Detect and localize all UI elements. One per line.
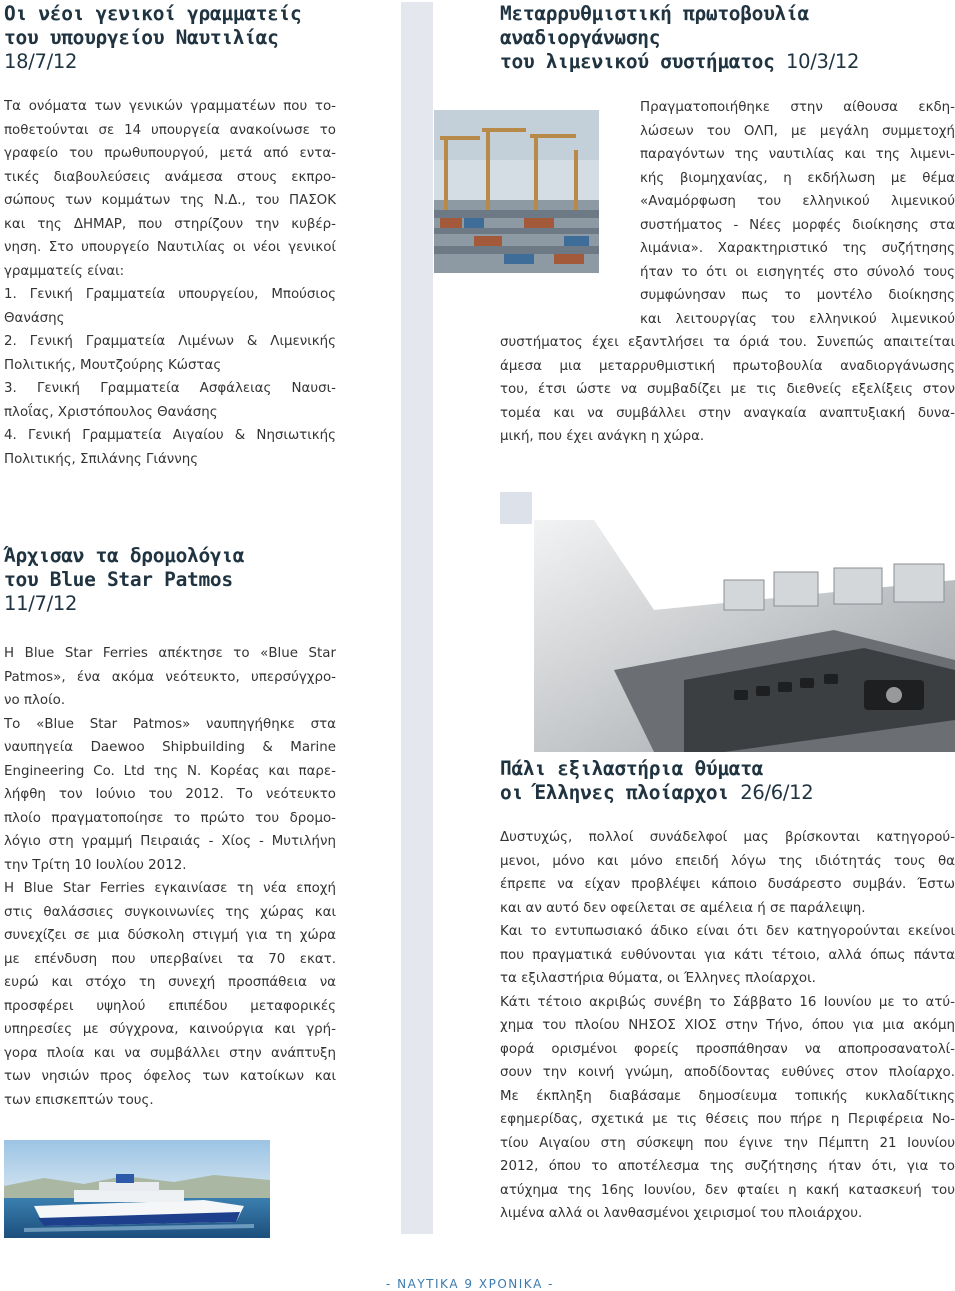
text-line: νο πλοίο. bbox=[4, 693, 66, 708]
text-line: 3. Γενική Γραμματεία Ασφάλειας Ναυσι- bbox=[4, 381, 336, 396]
text-line: Θανάσης bbox=[4, 310, 65, 326]
text-line: γραφείο του πρωθυπουργού, μετά από εντα- bbox=[4, 146, 336, 161]
text-line: και αν αυτό δεν οφείλεται σε αμέλεια ή σε παράλειψη. bbox=[500, 900, 866, 916]
article-general-secretaries bbox=[4, 2, 336, 74]
article-title bbox=[4, 2, 336, 74]
text-line: με επένδυση που υπερβαίνει τα 70 εκατ. bbox=[4, 951, 336, 967]
page-footer: - ΝΑΥΤΙΚΑ 9 ΧΡΟΝΙΚΑ - bbox=[386, 1277, 555, 1291]
text-line: πλοΐας, Χριστόπουλος Θανάσης bbox=[4, 404, 218, 420]
ferry-photo bbox=[4, 1140, 270, 1238]
text-line: στις θαλάσσιες συγκοινωνίες της χώρας και bbox=[4, 904, 336, 920]
title-line: του Blue Star Patmos bbox=[4, 568, 233, 591]
text-line: νηση. Στο υπουργείο Ναυτιλίας οι νέοι γενικοί bbox=[4, 240, 336, 255]
text-line: Δυστυχώς, πολλοί συνάδελφοί μας βρίσκονται κατηγορού- bbox=[500, 830, 955, 845]
text-line: συμφώνησαν πως το μοντέλο διοίκησης bbox=[640, 288, 955, 303]
text-line: λιμένα αλλά οι λανθασμένοι χειρισμοί του πλοιάρχου. bbox=[500, 1206, 863, 1221]
text-line: γορα πλοία και να συμβάλλει στην ανάπτυξη bbox=[4, 1045, 336, 1061]
text-line: σουν την κοινή γνώμη, αποδίδοντας ευθύνες στον πλοίαρχο. bbox=[500, 1065, 955, 1080]
text-line: ναυπηγεία Daewoo Shipbuilding & Marine bbox=[4, 740, 336, 755]
article-date: 10/3/12 bbox=[786, 50, 860, 73]
text-line: των νησιών προς όφελος των κατοίκων και bbox=[4, 1069, 336, 1084]
title-line: Άρχισαν τα δρομολόγια bbox=[4, 544, 245, 567]
text-line: προσφέρει υψηλού επιπέδου μεταφορικές bbox=[4, 998, 336, 1014]
text-line: έπρεπε να είχαν προβλέψει κάποιο δυσάρεστο συμβάν. Έστω bbox=[500, 877, 955, 892]
text-line: και της ΔΗΜΑΡ, που στηρίζουν την κυβέρ- bbox=[4, 216, 336, 232]
text-line: συστήματος - Νέες μορφές διοίκησης στα bbox=[640, 217, 955, 233]
text-line: συνεχίζει σε μια δύσκολη στιγμή για τη χώρα bbox=[4, 928, 336, 943]
article-body bbox=[4, 642, 336, 1112]
article-body-wide bbox=[500, 331, 955, 449]
text-line: φορά ορισμένοι φορείς προσπάθησαν να αποπροσανατολί- bbox=[500, 1041, 955, 1057]
text-line: Η Blue Star Ferries απέκτησε το «Blue Star bbox=[4, 646, 336, 661]
text-line: μική, που έχει ανάγκη η χώρα. bbox=[500, 429, 705, 444]
article-port-reform bbox=[500, 2, 955, 74]
title-line: αναδιοργάνωσης bbox=[500, 26, 661, 49]
article-title bbox=[4, 544, 336, 616]
text-line: κής βιομηχανίας, η εκδήλωση με θέμα bbox=[640, 170, 955, 186]
text-line: ποθετούνται σε 14 υπουργεία ανακοίνωσε το bbox=[4, 122, 336, 138]
text-line: πλοίο πραγματοποίησε το πρώτο του δρομο- bbox=[4, 810, 336, 826]
title-line: Πάλι εξιλαστήρια θύματα bbox=[500, 757, 764, 780]
article-body bbox=[4, 95, 336, 471]
text-line: παραγόντων της ναυτιλίας και της λιμενι- bbox=[640, 147, 955, 162]
text-line: 2. Γενική Γραμματεία Λιμένων & Λιμενικής bbox=[4, 334, 336, 349]
text-line: άμεσα μια μεταρρυθμιστική πρωτοβουλία αναδιοργάνωσης bbox=[500, 358, 955, 374]
title-line: του υπουργείου Ναυτιλίας bbox=[4, 26, 279, 49]
text-line: ήταν το ότι οι εισηγητές στο σύνολό τους bbox=[640, 264, 955, 280]
text-line: λώσεων του ΟΛΠ, με μεγάλη συμμετοχή bbox=[640, 123, 955, 139]
text-line: μενοι, μόνο και μόνο επειδή λόγω της ιδιότητάς τους θα bbox=[500, 853, 955, 869]
text-line: Πολιτικής, Σπιλάνης Γιάννης bbox=[4, 451, 199, 467]
text-line: Engineering Co. Ltd της Ν. Κορέας και παρε- bbox=[4, 763, 336, 779]
text-line: τα εξιλαστήρια θύματα, οι Έλληνες πλοίαρχοι. bbox=[500, 971, 816, 986]
text-line: Και το εντυπωσιακό άδικο είναι ότι δεν κατηγορούνται εκείνοι bbox=[500, 924, 955, 939]
text-line: Με έκπληξη διαβάσαμε δημοσίευμα τοπικής κυκλαδίτικης bbox=[500, 1088, 955, 1104]
article-date: 26/6/12 bbox=[740, 781, 814, 804]
title-line: Οι νέοι γενικοί γραμματείς bbox=[4, 2, 302, 25]
article-title bbox=[500, 757, 955, 805]
text-line: ευρώ και στόχο τη συνεχή προσπάθεια να bbox=[4, 975, 336, 990]
article-title bbox=[500, 2, 955, 74]
text-line: λόγιο στη γραμμή Πειραιάς - Χίος - Μυτιλήνη bbox=[4, 834, 336, 849]
text-line: εφημερίδας, σχετικά με τις θέσεις που πήρε η Περιφέρεια Νο- bbox=[500, 1112, 955, 1127]
text-line: του, έτσι ώστε να συμβαδίζει με τις διεθνείς εξελίξεις στον bbox=[500, 382, 955, 397]
text-line: λιμάνια». Χαρακτηριστικό της συζήτησης bbox=[640, 241, 955, 256]
article-body bbox=[500, 826, 955, 1226]
text-line: 2012, όπου το αποτέλεσμα της συζήτησης ήταν ότι, για το bbox=[500, 1159, 955, 1174]
text-line: υπηρεσίες με σύγχρονα, καινούργια και γρή- bbox=[4, 1022, 336, 1037]
article-scapegoats bbox=[500, 757, 955, 805]
article-body-narrow bbox=[640, 96, 955, 331]
text-line: Τα ονόματα των γενικών γραμματέων που το- bbox=[4, 99, 336, 114]
text-line: που πραγματικά ευθύνονται για κάτι τέτοιο, αλλά όπως πάντα bbox=[500, 947, 955, 963]
text-line: Η Blue Star Ferries εγκαινίασε τη νέα εποχή bbox=[4, 881, 336, 896]
port-cranes-photo bbox=[434, 110, 599, 273]
article-date: 11/7/12 bbox=[4, 592, 78, 615]
text-line: χημα του πλοίου ΝΗΣΟΣ ΧΙΟΣ στην Τήνο, όπου για μια ακόμη bbox=[500, 1018, 955, 1033]
article-date: 18/7/12 bbox=[4, 50, 78, 73]
text-line: των επισκεπτών τους. bbox=[4, 1092, 154, 1108]
decorative-column-stripe bbox=[401, 2, 433, 1234]
ship-bridge-photo bbox=[534, 520, 955, 752]
text-line: Το «Blue Star Patmos» ναυπηγήθηκε στα bbox=[4, 716, 336, 732]
title-line: οι Έλληνες πλοίαρχοι bbox=[500, 781, 729, 804]
text-line: τομέα και να συμβάλλει στην αναγκαία αναπτυξιακή δυνα- bbox=[500, 405, 955, 421]
text-line: γραμματείς είναι: bbox=[4, 263, 125, 279]
text-line: Πολιτικής, Μουτζούρης Κώστας bbox=[4, 357, 222, 373]
text-line: τίου Αιγαίου στη σύσκεψη που έγινε την Πέμπτη 21 Ιουνίου bbox=[500, 1135, 955, 1151]
text-line: Patmos», ένα ακόμα νεότευκτο, υπερσύγχρο- bbox=[4, 669, 336, 685]
text-line: τικές διαβουλεύσεις ανάμεσα στους εκπρο- bbox=[4, 169, 336, 185]
title-line: Μεταρρυθμιστική πρωτοβουλία bbox=[500, 2, 809, 25]
decorative-square bbox=[500, 492, 532, 524]
title-line: του λιμενικού συστήματος bbox=[500, 50, 775, 73]
text-line: και λειτουργίας του ελληνικού λιμενικού bbox=[640, 311, 955, 327]
text-line: λήφθη τον Ιούνιο του 2012. Το νεότευκτο bbox=[4, 787, 336, 802]
text-line: 1. Γενική Γραμματεία υπουργείου, Μπούσιος bbox=[4, 287, 336, 302]
text-line: Κάτι τέτοιο ακριβώς συνέβη το Σάββατο 16 Ιουνίου με το ατύ- bbox=[500, 994, 955, 1010]
article-blue-star-patmos bbox=[4, 544, 336, 616]
text-line: σώπους των κομμάτων της Ν.Δ., του ΠΑΣΟΚ bbox=[4, 193, 336, 208]
text-line: «Αναμόρφωση του ελληνικού λιμενικού bbox=[640, 194, 955, 209]
text-line: ατύχημα της 16ης Ιουνίου, δεν φταίει η κακή κατασκευή του bbox=[500, 1182, 955, 1198]
text-line: Πραγματοποιήθηκε στην αίθουσα εκδη- bbox=[640, 100, 955, 115]
text-line: συστήματος έχει εξαντλήσει τα όριά του. Συνεπώς απαιτείται bbox=[500, 335, 955, 350]
text-line: 4. Γενική Γραμματεία Αιγαίου & Νησιωτικής bbox=[4, 428, 336, 443]
text-line: την Τρίτη 10 Ιουλίου 2012. bbox=[4, 857, 187, 873]
